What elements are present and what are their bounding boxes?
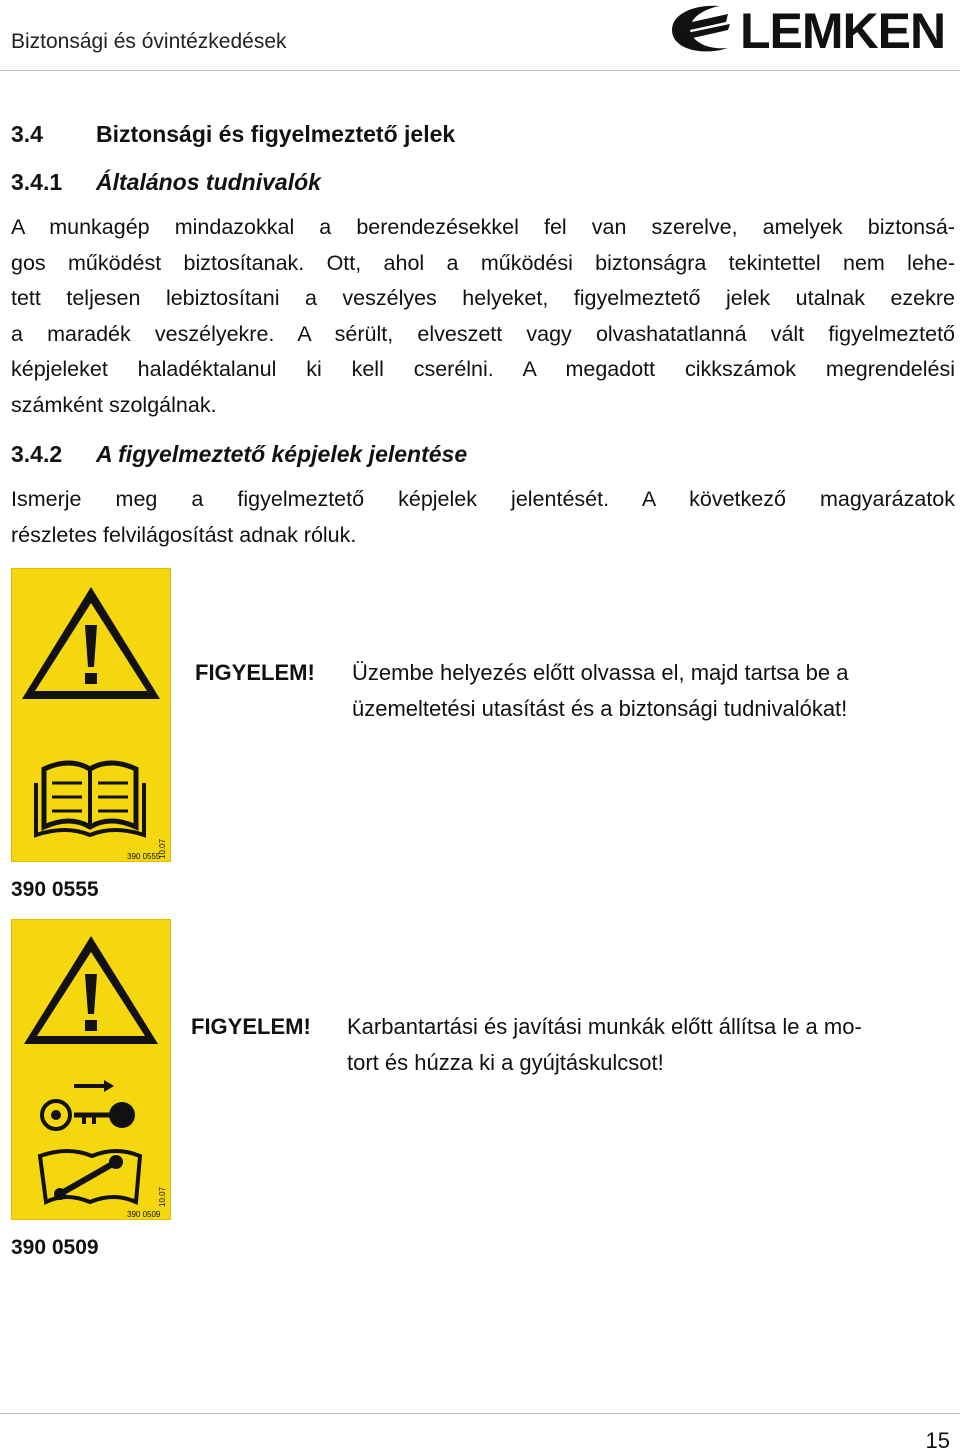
warning-triangle-icon — [24, 936, 158, 1044]
svg-text:LEMKEN: LEMKEN — [740, 3, 946, 59]
arrow-right-icon — [74, 1080, 114, 1092]
sign-keyword: FIGYELEM! — [191, 1014, 311, 1039]
section-heading — [11, 121, 455, 148]
sign-description — [347, 1009, 862, 1081]
subsection-heading-2 — [11, 441, 467, 468]
warning-sign-390-0509 — [11, 919, 171, 1220]
running-header: Biztonsági és óvintézkedések — [11, 30, 287, 53]
paragraph-intro — [11, 482, 955, 553]
paragraph-line: A munkagép mindazokkal a berendezésekkel fel van szerelve, amelyek biztonsá- — [11, 215, 955, 239]
paragraph-general — [11, 210, 955, 423]
sign-keyword: FIGYELEM! — [195, 660, 315, 685]
sign-code-label: 390 0555 — [11, 878, 99, 901]
paragraph-line: részletes felvilágosítást adnak róluk. — [11, 522, 357, 547]
paragraph-line: tett teljesen lebiztosítani a veszélyes helyeket, figyelmeztető jelek utalnak ezekre — [11, 286, 955, 310]
sign-description-line: üzemeltetési utasítást és a biztonsági tudnivalókat! — [352, 696, 848, 721]
sign-description — [352, 655, 848, 727]
footer-divider — [0, 1413, 960, 1414]
sticker-code: 390 0509 — [127, 1210, 161, 1219]
repair-manual-icon — [40, 1151, 140, 1202]
sign-description-line: Üzembe helyezés előtt olvassa el, majd tartsa be a — [352, 660, 849, 685]
section-number: 3.4 — [11, 121, 43, 147]
manual-book-icon — [36, 763, 144, 835]
paragraph-line: Ismerje meg a figyelmeztető képjelek jelentését. A következő magyarázatok — [11, 487, 955, 511]
page-number: 15 — [925, 1428, 950, 1453]
warning-triangle-icon — [22, 587, 160, 699]
sign-description-line: Karbantartási és javítási munkák előtt állítsa le a mo- — [347, 1014, 862, 1039]
subsection-title-2: A figyelmeztető képjelek jelentése — [96, 441, 468, 467]
section-title: Biztonsági és figyelmeztető jelek — [96, 121, 456, 147]
subsection-heading-1 — [11, 169, 321, 196]
sticker-date: 10.07 — [158, 838, 167, 859]
paragraph-line: a maradék veszélyekre. A sérült, elveszett vagy olvashatatlanná vált figyelmeztető — [11, 321, 955, 346]
header-divider — [0, 70, 960, 71]
subsection-number-2: 3.4.2 — [11, 441, 63, 467]
subsection-title-1: Általános tudnivalók — [96, 169, 321, 195]
lemken-logo — [668, 0, 950, 62]
warning-sign-390-0555 — [11, 568, 171, 862]
paragraph-line: számként szolgálnak. — [11, 392, 217, 417]
subsection-number-1: 3.4.1 — [11, 169, 63, 195]
paragraph-line: gos működést biztosítanak. Ott, ahol a működési biztonságra tekintettel nem lehe- — [11, 250, 955, 275]
paragraph-line: képjeleket haladéktalanul ki kell cserélni. A megadott cikkszámok megrendelési — [11, 357, 955, 381]
sticker-code: 390 0555 — [127, 852, 161, 861]
sign-code-label: 390 0509 — [11, 1236, 99, 1259]
sign-description-line: tort és húzza ki a gyújtáskulcsot! — [347, 1050, 664, 1075]
sticker-date: 10.07 — [158, 1186, 167, 1207]
ignition-key-icon — [42, 1101, 135, 1129]
